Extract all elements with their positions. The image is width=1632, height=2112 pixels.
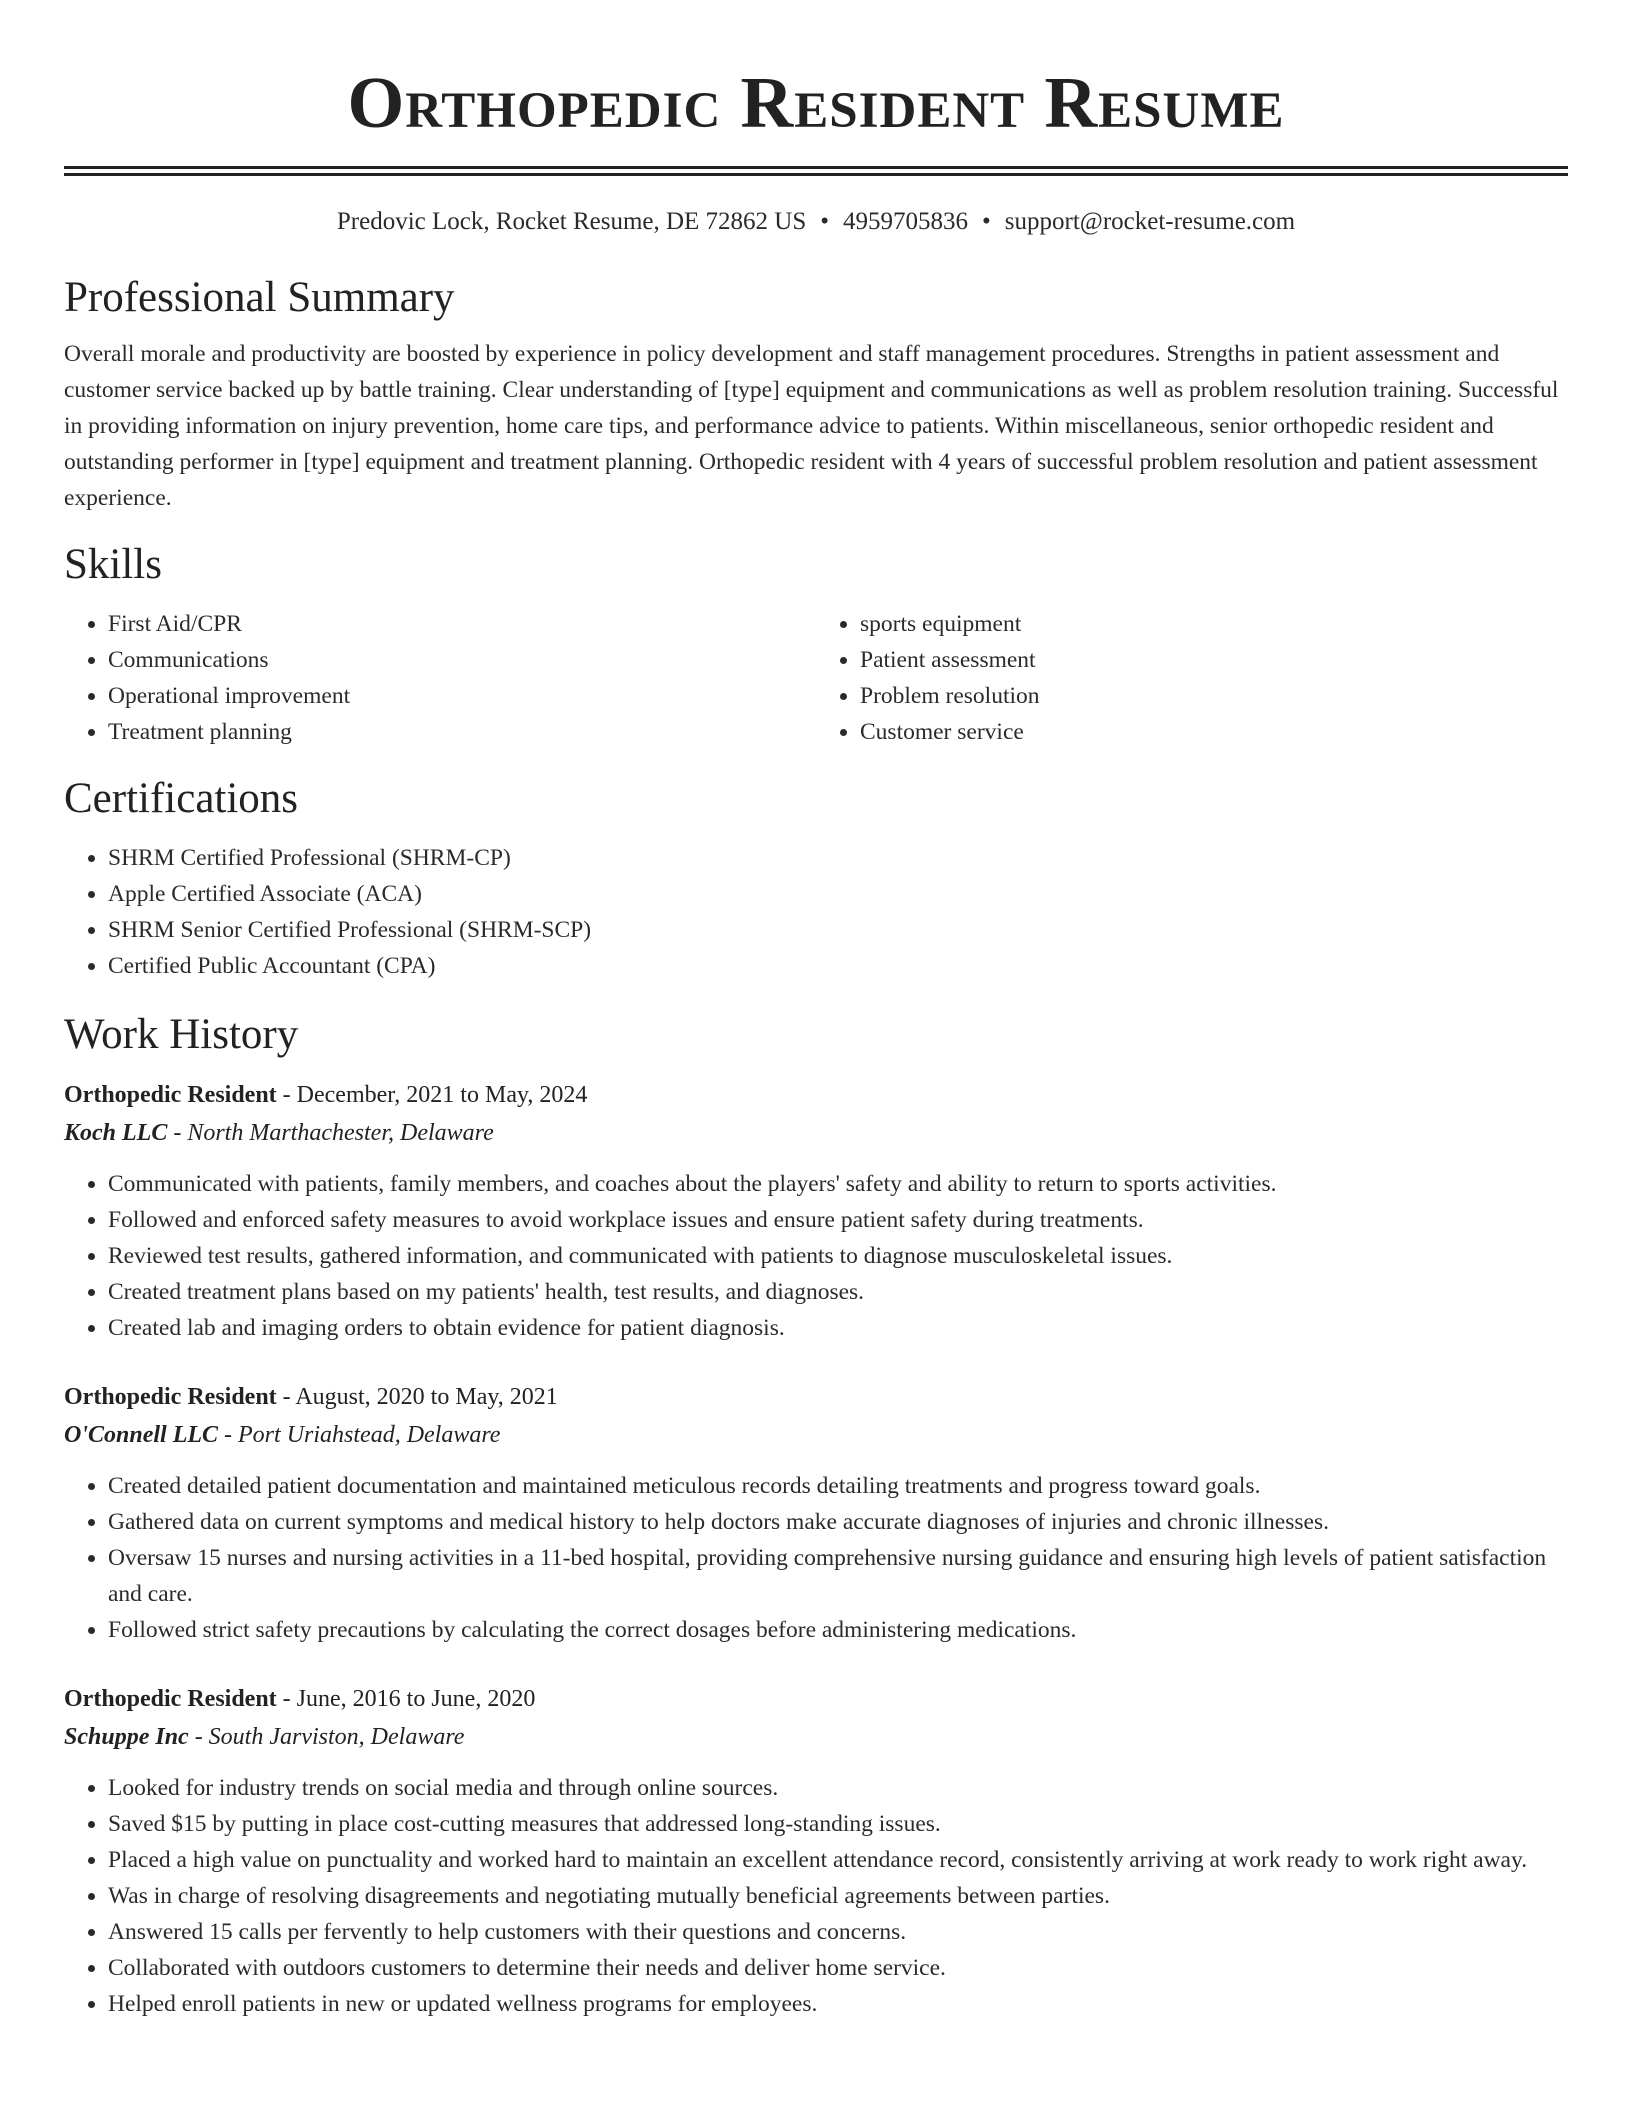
contact-separator: • (820, 208, 830, 235)
summary-heading: Professional Summary (64, 274, 455, 321)
skills-heading: Skills (64, 541, 162, 588)
skill-item: • Treatment planning (108, 714, 816, 750)
skills-left-list (64, 606, 816, 750)
job-title: Orthopedic Resident (64, 1686, 277, 1712)
job-header (64, 1680, 1568, 1718)
job-employer (64, 1718, 1568, 1756)
job-bullet: • Answered 15 calls per fervently to help customers with their questions and concerns. (108, 1914, 1568, 1950)
job-header (64, 1076, 1568, 1114)
job-location: - North Marthachester, Delaware (167, 1120, 494, 1146)
job-entry (64, 1680, 1568, 2022)
job-bullet: • Helped enroll patients in new or updated wellness programs for employees. (108, 1986, 1568, 2022)
job-bullet: • Followed and enforced safety measures to avoid workplace issues and ensure patient safety during treatments. (108, 1202, 1568, 1238)
job-bullet: • Created treatment plans based on my patients' health, test results, and diagnoses. (108, 1274, 1568, 1310)
skills-columns (64, 606, 1568, 750)
job-company-name: O'Connell LLC (64, 1422, 219, 1448)
job-bullet: • Created detailed patient documentation and maintained meticulous records detailing treatments and progress toward goals. (108, 1468, 1568, 1504)
skills-section (64, 538, 1568, 750)
job-bullet: • Collaborated with outdoors customers to determine their needs and deliver home service. (108, 1950, 1568, 1986)
job-company-name: Schuppe Inc (64, 1724, 189, 1750)
resume-page (64, 0, 1568, 2022)
work-history-section (64, 1008, 1568, 2022)
job-dates: - June, 2016 to June, 2020 (276, 1686, 536, 1712)
certification-item: • Certified Public Accountant (CPA) (108, 948, 1568, 984)
job-bullets (64, 1166, 1568, 1346)
summary-section (64, 271, 1568, 516)
summary-text: Overall morale and productivity are boosted by experience in policy development and staff management procedures. Strengths in patient assessment and customer service backed up by battle training. Clear understanding of [type] equipment and communications as well as problem resolution training. Successful in providing information on injury prevention, home care tips, and performance advice to patients. Within miscellaneous, senior orthopedic resident and outstanding performer in [type] equipment and treatment planning. Orthopedic resident with 4 years of successful problem resolution and patient assessment experience. (64, 341, 1559, 511)
job-header (64, 1378, 1568, 1416)
skill-item: • sports equipment (860, 606, 1568, 642)
job-bullet: • Looked for industry trends on social media and through online sources. (108, 1770, 1568, 1806)
job-bullet: • Oversaw 15 nurses and nursing activities in a 11-bed hospital, providing comprehensive nursing guidance and ensuring high levels of patient satisfaction and care. (108, 1540, 1568, 1612)
job-location: - Port Uriahstead, Delaware (218, 1422, 501, 1448)
job-bullet: • Gathered data on current symptoms and medical history to help doctors make accurate diagnoses of injuries and chronic illnesses. (108, 1504, 1568, 1540)
skills-right-list (816, 606, 1568, 750)
skill-item: • Customer service (860, 714, 1568, 750)
job-title: Orthopedic Resident (64, 1082, 277, 1108)
certification-item: • SHRM Senior Certified Professional (SHRM-SCP) (108, 912, 1568, 948)
skill-item: • Operational improvement (108, 678, 816, 714)
job-bullet: • Communicated with patients, family members, and coaches about the players' safety and ability to return to sports activities. (108, 1166, 1568, 1202)
skill-item: • Problem resolution (860, 678, 1568, 714)
resume-title: Orthopedic Resident Resume (347, 62, 1285, 143)
contact-address: Predovic Lock, Rocket Resume, DE 72862 US (336, 208, 807, 235)
skill-item: • First Aid/CPR (108, 606, 816, 642)
job-company-name: Koch LLC (64, 1120, 168, 1146)
job-dates: - August, 2020 to May, 2021 (276, 1384, 558, 1410)
job-entry (64, 1076, 1568, 1346)
certifications-heading: Certifications (64, 775, 299, 822)
job-employer (64, 1114, 1568, 1152)
contact-phone: 4959705836 (843, 208, 969, 235)
job-employer (64, 1416, 1568, 1454)
job-bullet: • Created lab and imaging orders to obtain evidence for patient diagnosis. (108, 1310, 1568, 1346)
contact-line (64, 204, 1568, 240)
work-history-heading: Work History (64, 1011, 299, 1058)
skill-item: • Patient assessment (860, 642, 1568, 678)
job-entry (64, 1378, 1568, 1648)
skill-item: • Communications (108, 642, 816, 678)
job-bullet: • Placed a high value on punctuality and worked hard to maintain an excellent attendance record, consistently arriving at work ready to work right away. (108, 1842, 1568, 1878)
job-bullets (64, 1468, 1568, 1648)
certifications-list (64, 840, 1568, 984)
job-bullets (64, 1770, 1568, 2022)
certifications-section (64, 772, 1568, 984)
job-bullet: • Was in charge of resolving disagreements and negotiating mutually beneficial agreements between parties. (108, 1878, 1568, 1914)
job-bullet: • Saved $15 by putting in place cost-cutting measures that addressed long-standing issues. (108, 1806, 1568, 1842)
job-location: - South Jarviston, Delaware (188, 1724, 465, 1750)
job-dates: - December, 2021 to May, 2024 (276, 1082, 588, 1108)
job-bullet: • Followed strict safety precautions by calculating the correct dosages before administering medications. (108, 1612, 1568, 1648)
contact-separator: • (982, 208, 991, 235)
certification-item: • Apple Certified Associate (ACA) (108, 876, 1568, 912)
contact-email: support@rocket-resume.com (1004, 208, 1296, 235)
job-bullet: • Reviewed test results, gathered information, and communicated with patients to diagnose musculoskeletal issues. (108, 1238, 1568, 1274)
job-title: Orthopedic Resident (64, 1384, 277, 1410)
certification-item: • SHRM Certified Professional (SHRM-CP) (108, 840, 1568, 876)
title-divider (64, 166, 1568, 176)
